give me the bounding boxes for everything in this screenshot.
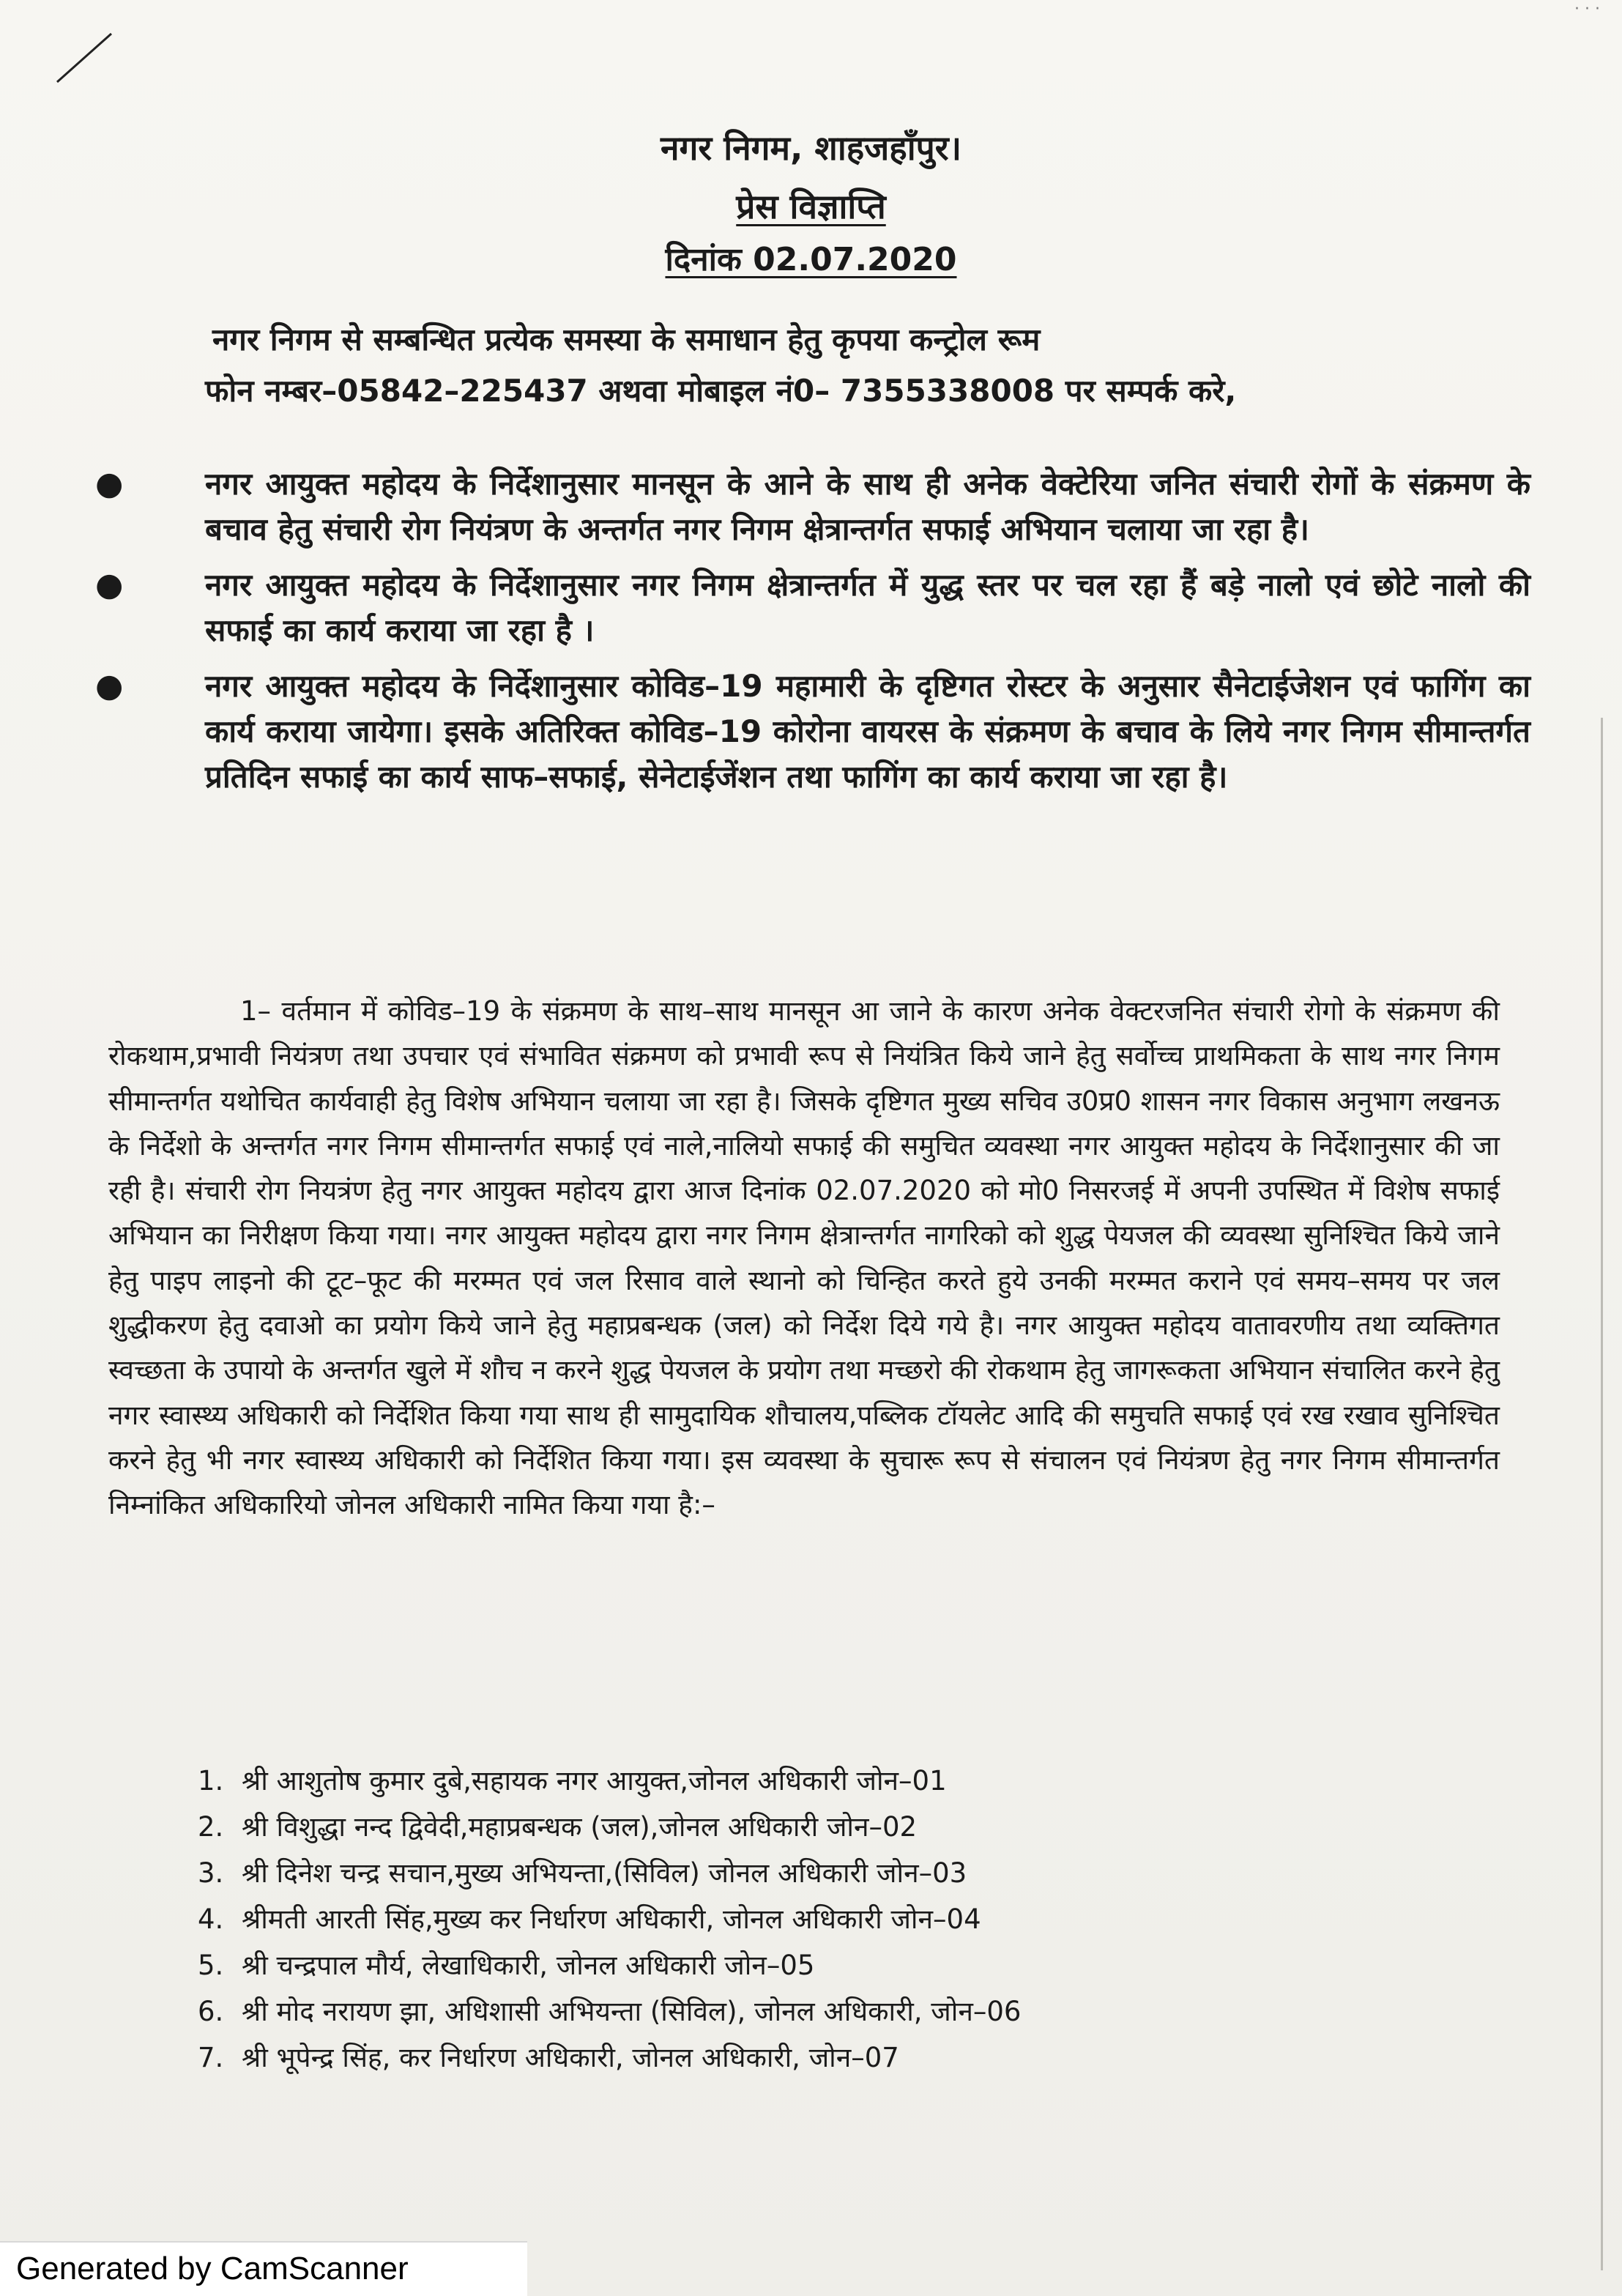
press-release-heading	[0, 183, 1622, 229]
officer-number: 7.	[198, 2042, 224, 2073]
pen-stroke-mark	[51, 29, 117, 88]
bullet-dot-icon: ●	[95, 667, 124, 705]
officer-item	[198, 1896, 1443, 1942]
release-date	[0, 236, 1622, 280]
bullet-item	[95, 664, 1530, 800]
officer-number: 1.	[198, 1765, 224, 1797]
contact-line-1: नगर निगम से सम्बन्धित प्रत्येक समस्या के समाधान हेतु कृपया कन्ट्रोल रूम	[212, 322, 1041, 357]
officer-number: 6.	[198, 1996, 224, 2027]
page-edge-line	[1601, 718, 1603, 2270]
officer-text: श्री मोद नरायण झा, अधिशासी अभियन्ता (सिविल), जोनल अधिकारी, जोन–06	[242, 1996, 1022, 2027]
bullet-dot-icon: ●	[95, 566, 124, 603]
bullet-list	[95, 461, 1530, 810]
officer-item	[198, 1804, 1443, 1850]
press-release-label: प्रेस विज्ञाप्ति	[736, 187, 886, 226]
officer-number: 3.	[198, 1857, 224, 1889]
scanner-watermark: Generated by CamScanner	[0, 2241, 527, 2296]
bullet-text: नगर आयुक्त महोदय के निर्देशानुसार नगर निगम क्षेत्रान्तर्गत में युद्ध स्तर पर चल रहा हैं बड़े नालो एवं छोटे नालो की सफाई का कार्य कराया जा रहा है ।	[205, 567, 1530, 648]
officer-number: 4.	[198, 1903, 224, 1935]
bullet-text: नगर आयुक्त महोदय के निर्देशानुसार कोविड–19 महामारी के दृष्टिगत रोस्टर के अनुसार सैनेटाईजेशन एवं फागिंग का कार्य कराया जायेगा। इसके अतिरिक्त कोविड–19 कोरोना वायरस के संक्रमण के बचाव के लिये नगर निगम सीमान्तर्गत प्रतिदिन सफाई का कार्य साफ–सफाई, सेनेटाईजेंशन तथा फागिंग का कार्य कराया जा रहा है।	[205, 668, 1530, 795]
officer-text: श्री दिनेश चन्द्र सचान,मुख्य अभियन्ता,(सिविल) जोनल अधिकारी जोन–03	[242, 1857, 967, 1889]
corner-scribble: · · ·	[1574, 0, 1600, 18]
office-title: नगर निगम, शाहजहाँपुर।	[660, 128, 962, 168]
body-paragraph: 1– वर्तमान में कोविड–19 के संक्रमण के साथ–साथ मानसून आ जाने के कारण अनेक वेक्टरजनित संचारी रोगो के संक्रमण की रोकथाम,प्रभावी नियंत्रण तथा उपचार एवं संभावित संक्रमण को प्रभावी रूप से नियंत्रित किये जाने हेतु सर्वोच्च प्राथमिकता के साथ नगर निगम सीमान्तर्गत यथोचित कार्यवाही हेतु विशेष अभियान चलाया जा रहा है। जिसके दृष्टिगत मुख्य सचिव उ0प्र0 शासन नगर विकास अनुभाग लखनऊ के निर्देशो के अन्तर्गत नगर निगम सीमान्तर्गत सफाई एवं नाले,नालियो सफाई की समुचित व्यवस्था नगर आयुक्त महोदय के निर्देशानुसार की जा रही है। संचारी रोग नियत्रंण हेतु नगर आयुक्त महोदय द्वारा आज दिनांक 02.07.2020 को मो0 निसरजई में अपनी उपस्थित में विशेष सफाई अभियान का निरीक्षण किया गया। नगर आयुक्त महोदय द्वारा नगर निगम क्षेत्रान्तर्गत नागरिको को शुद्ध पेयजल की व्यवस्था सुनिश्चित किये जाने हेतु पाइप लाइनो की टूट–फूट की मरम्मत एवं जल रिसाव वाले स्थानो को चिन्हित करते हुये उनकी मरम्मत कराने एवं समय–समय पर जल शुद्धीकरण हेतु दवाओ का प्रयोग किये जाने हेतु महाप्रबन्धक (जल) को निर्देश दिये गये है। नगर आयुक्त महोदय वातावरणीय तथा व्यक्तिगत स्वच्छता के उपायो के अन्तर्गत खुले में शौच न करने शुद्ध पेयजल के प्रयोग तथा मच्छरो की रोकथाम हेतु जागरूकता अभियान संचालित करने हेतु नगर स्वास्थ्य अधिकारी को निर्देशित किया गया साथ ही सामुदायिक शौचालय,पब्लिक टॉयलेट आदि की समुचति सफाई एवं रख रखाव सुनिश्चित करने हेतु भी नगर स्वास्थ्य अधिकारी को निर्देशित किया गया। इस व्यवस्था के सुचारू रूप से संचालन एवं नियंत्रण हेतु नगर निगम सीमान्तर्गत निम्नांकित अधिकारियो जोनल अधिकारी नामित किया गया है:–	[108, 995, 1500, 1521]
bullet-text: नगर आयुक्त महोदय के निर्देशानुसार मानसून के आने के साथ ही अनेक वेक्टेरिया जनित संचारी रोगों के संक्रमण के बचाव हेतु संचारी रोग नियंत्रण के अन्तर्गत नगर निगम क्षेत्रान्तर्गत सफाई अभियान चलाया जा रहा है।	[205, 466, 1530, 547]
release-date-label: दिनांक 02.07.2020	[665, 241, 957, 278]
officer-number: 2.	[198, 1811, 224, 1843]
officer-text: श्री चन्द्रपाल मौर्य, लेखाधिकारी, जोनल अधिकारी जोन–05	[242, 1950, 815, 1981]
bullet-dot-icon: ●	[95, 465, 124, 502]
officer-text: श्री आशुतोष कुमार दुबे,सहायक नगर आयुक्त,जोनल अधिकारी जोन–01	[242, 1765, 947, 1797]
officer-item	[198, 1850, 1443, 1896]
officer-text: श्री विशुद्धा नन्द द्विवेदी,महाप्रबन्धक (जल),जोनल अधिकारी जोन–02	[242, 1811, 918, 1843]
officer-item	[198, 1942, 1443, 1988]
officer-item	[198, 1988, 1443, 2035]
officer-number: 5.	[198, 1950, 224, 1981]
bullet-item	[95, 562, 1530, 653]
officer-list	[198, 1758, 1443, 2081]
officer-text: श्रीमती आरती सिंह,मुख्य कर निर्धारण अधिकारी, जोनल अधिकारी जोन–04	[242, 1903, 981, 1935]
contact-line-2: फोन नम्बर–05842–225437 अथवा मोबाइल नं0– 7355338008 पर सम्पर्क करे,	[205, 373, 1237, 409]
officer-item	[198, 1758, 1443, 1804]
bullet-item	[95, 461, 1530, 552]
officer-item	[198, 2035, 1443, 2081]
officer-text: श्री भूपेन्द्र सिंह, कर निर्धारण अधिकारी, जोनल अधिकारी, जोन–07	[242, 2042, 899, 2073]
